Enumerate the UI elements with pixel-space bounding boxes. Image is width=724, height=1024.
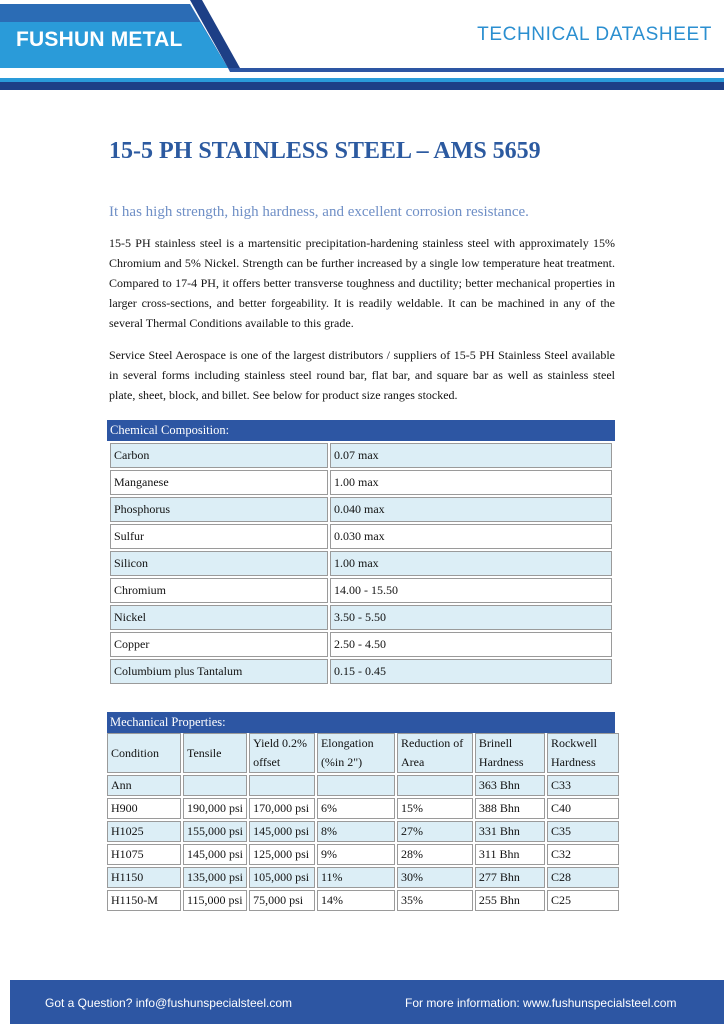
cell: H1075	[107, 844, 181, 865]
cell	[249, 775, 315, 796]
cell: C35	[547, 821, 619, 842]
chemical-composition-table	[108, 441, 614, 686]
page-footer	[10, 980, 724, 1024]
element-name: Phosphorus	[110, 497, 328, 522]
element-value: 2.50 - 4.50	[330, 632, 612, 657]
cell	[397, 775, 473, 796]
cell: 15%	[397, 798, 473, 819]
cell: 27%	[397, 821, 473, 842]
cell: 311 Bhn	[475, 844, 545, 865]
cell: H1025	[107, 821, 181, 842]
intro-paragraph: 15-5 PH stainless steel is a martensitic precipitation-hardening stainless steel with approximately 15% Chromium and 5% Nickel. Strength can be further increased by a single low temperature heat treatment. Compared to 17-4 PH, it offers better transverse toughness and ductility; better mechanical properties in larger cross-sections, and better forgeability. It is readily weldable. It can be machined in any of the several Thermal Conditions available to this grade.	[109, 236, 615, 330]
cell: Ann	[107, 775, 181, 796]
element-name: Copper	[110, 632, 328, 657]
column-header: Elongation (%in 2")	[317, 733, 395, 773]
table-row	[107, 775, 619, 796]
brand-name: FUSHUN METAL	[16, 28, 183, 51]
element-name: Chromium	[110, 578, 328, 603]
column-header: Rockwell Hardness	[547, 733, 619, 773]
cell: 190,000 psi	[183, 798, 247, 819]
cell: 105,000 psi	[249, 867, 315, 888]
cell: 14%	[317, 890, 395, 911]
cell: 145,000 psi	[249, 821, 315, 842]
cell: 388 Bhn	[475, 798, 545, 819]
cell: C28	[547, 867, 619, 888]
element-value: 1.00 max	[330, 551, 612, 576]
cell: 11%	[317, 867, 395, 888]
element-value: 14.00 - 15.50	[330, 578, 612, 603]
cell: 145,000 psi	[183, 844, 247, 865]
cell: H900	[107, 798, 181, 819]
element-name: Carbon	[110, 443, 328, 468]
element-name: Nickel	[110, 605, 328, 630]
table-row	[110, 578, 612, 603]
table-row	[107, 844, 619, 865]
cell: H1150-M	[107, 890, 181, 911]
element-value: 1.00 max	[330, 470, 612, 495]
cell: 115,000 psi	[183, 890, 247, 911]
cell: 363 Bhn	[475, 775, 545, 796]
table-row	[110, 470, 612, 495]
element-value: 3.50 - 5.50	[330, 605, 612, 630]
cell: 331 Bhn	[475, 821, 545, 842]
table-row	[107, 821, 619, 842]
cell: 28%	[397, 844, 473, 865]
website-link[interactable]: For more information: www.fushunspecialsteel.com	[405, 996, 677, 1010]
element-value: 0.15 - 0.45	[330, 659, 612, 684]
cell: 255 Bhn	[475, 890, 545, 911]
column-header: Brinell Hardness	[475, 733, 545, 773]
cell: 6%	[317, 798, 395, 819]
column-header: Reduction of Area	[397, 733, 473, 773]
table-row	[110, 632, 612, 657]
cell: 155,000 psi	[183, 821, 247, 842]
element-name: Manganese	[110, 470, 328, 495]
element-name: Columbium plus Tantalum	[110, 659, 328, 684]
cell: 8%	[317, 821, 395, 842]
cell: 135,000 psi	[183, 867, 247, 888]
mechanical-properties-heading: Mechanical Properties:	[107, 712, 615, 733]
page-subtitle: It has high strength, high hardness, and excellent corrosion resistance.	[109, 204, 529, 220]
cell: 75,000 psi	[249, 890, 315, 911]
contact-email-link[interactable]: Got a Question? info@fushunspecialsteel.com	[45, 996, 292, 1010]
cell: C25	[547, 890, 619, 911]
supplier-paragraph: Service Steel Aerospace is one of the largest distributors / suppliers of 15-5 PH Stainless Steel available in several forms including stainless steel round bar, flat bar, and square bar as well as stainless steel plate, sheet, block, and billet. See below for product size ranges stocked.	[109, 348, 615, 402]
column-header: Condition	[107, 733, 181, 773]
table-row	[107, 798, 619, 819]
table-row	[107, 890, 619, 911]
element-value: 0.040 max	[330, 497, 612, 522]
cell: 170,000 psi	[249, 798, 315, 819]
cell: 125,000 psi	[249, 844, 315, 865]
element-name: Sulfur	[110, 524, 328, 549]
table-row	[110, 497, 612, 522]
mechanical-properties-table	[105, 731, 621, 913]
cell: 30%	[397, 867, 473, 888]
cell: C32	[547, 844, 619, 865]
cell: 277 Bhn	[475, 867, 545, 888]
chemical-composition-heading: Chemical Composition:	[107, 420, 615, 441]
table-row	[110, 551, 612, 576]
element-name: Silicon	[110, 551, 328, 576]
cell: C33	[547, 775, 619, 796]
table-row	[110, 524, 612, 549]
cell: 9%	[317, 844, 395, 865]
cell: C40	[547, 798, 619, 819]
column-header: Tensile	[183, 733, 247, 773]
table-row	[107, 867, 619, 888]
cell	[183, 775, 247, 796]
cell	[317, 775, 395, 796]
element-value: 0.030 max	[330, 524, 612, 549]
column-header: Yield 0.2% offset	[249, 733, 315, 773]
cell: H1150	[107, 867, 181, 888]
page-title: 15-5 PH STAINLESS STEEL – AMS 5659	[109, 138, 541, 164]
table-row	[110, 605, 612, 630]
cell: 35%	[397, 890, 473, 911]
element-value: 0.07 max	[330, 443, 612, 468]
table-row	[110, 443, 612, 468]
table-row	[110, 659, 612, 684]
page-header	[0, 0, 724, 92]
document-type: TECHNICAL DATASHEET	[477, 24, 712, 45]
table-header-row	[107, 733, 619, 773]
